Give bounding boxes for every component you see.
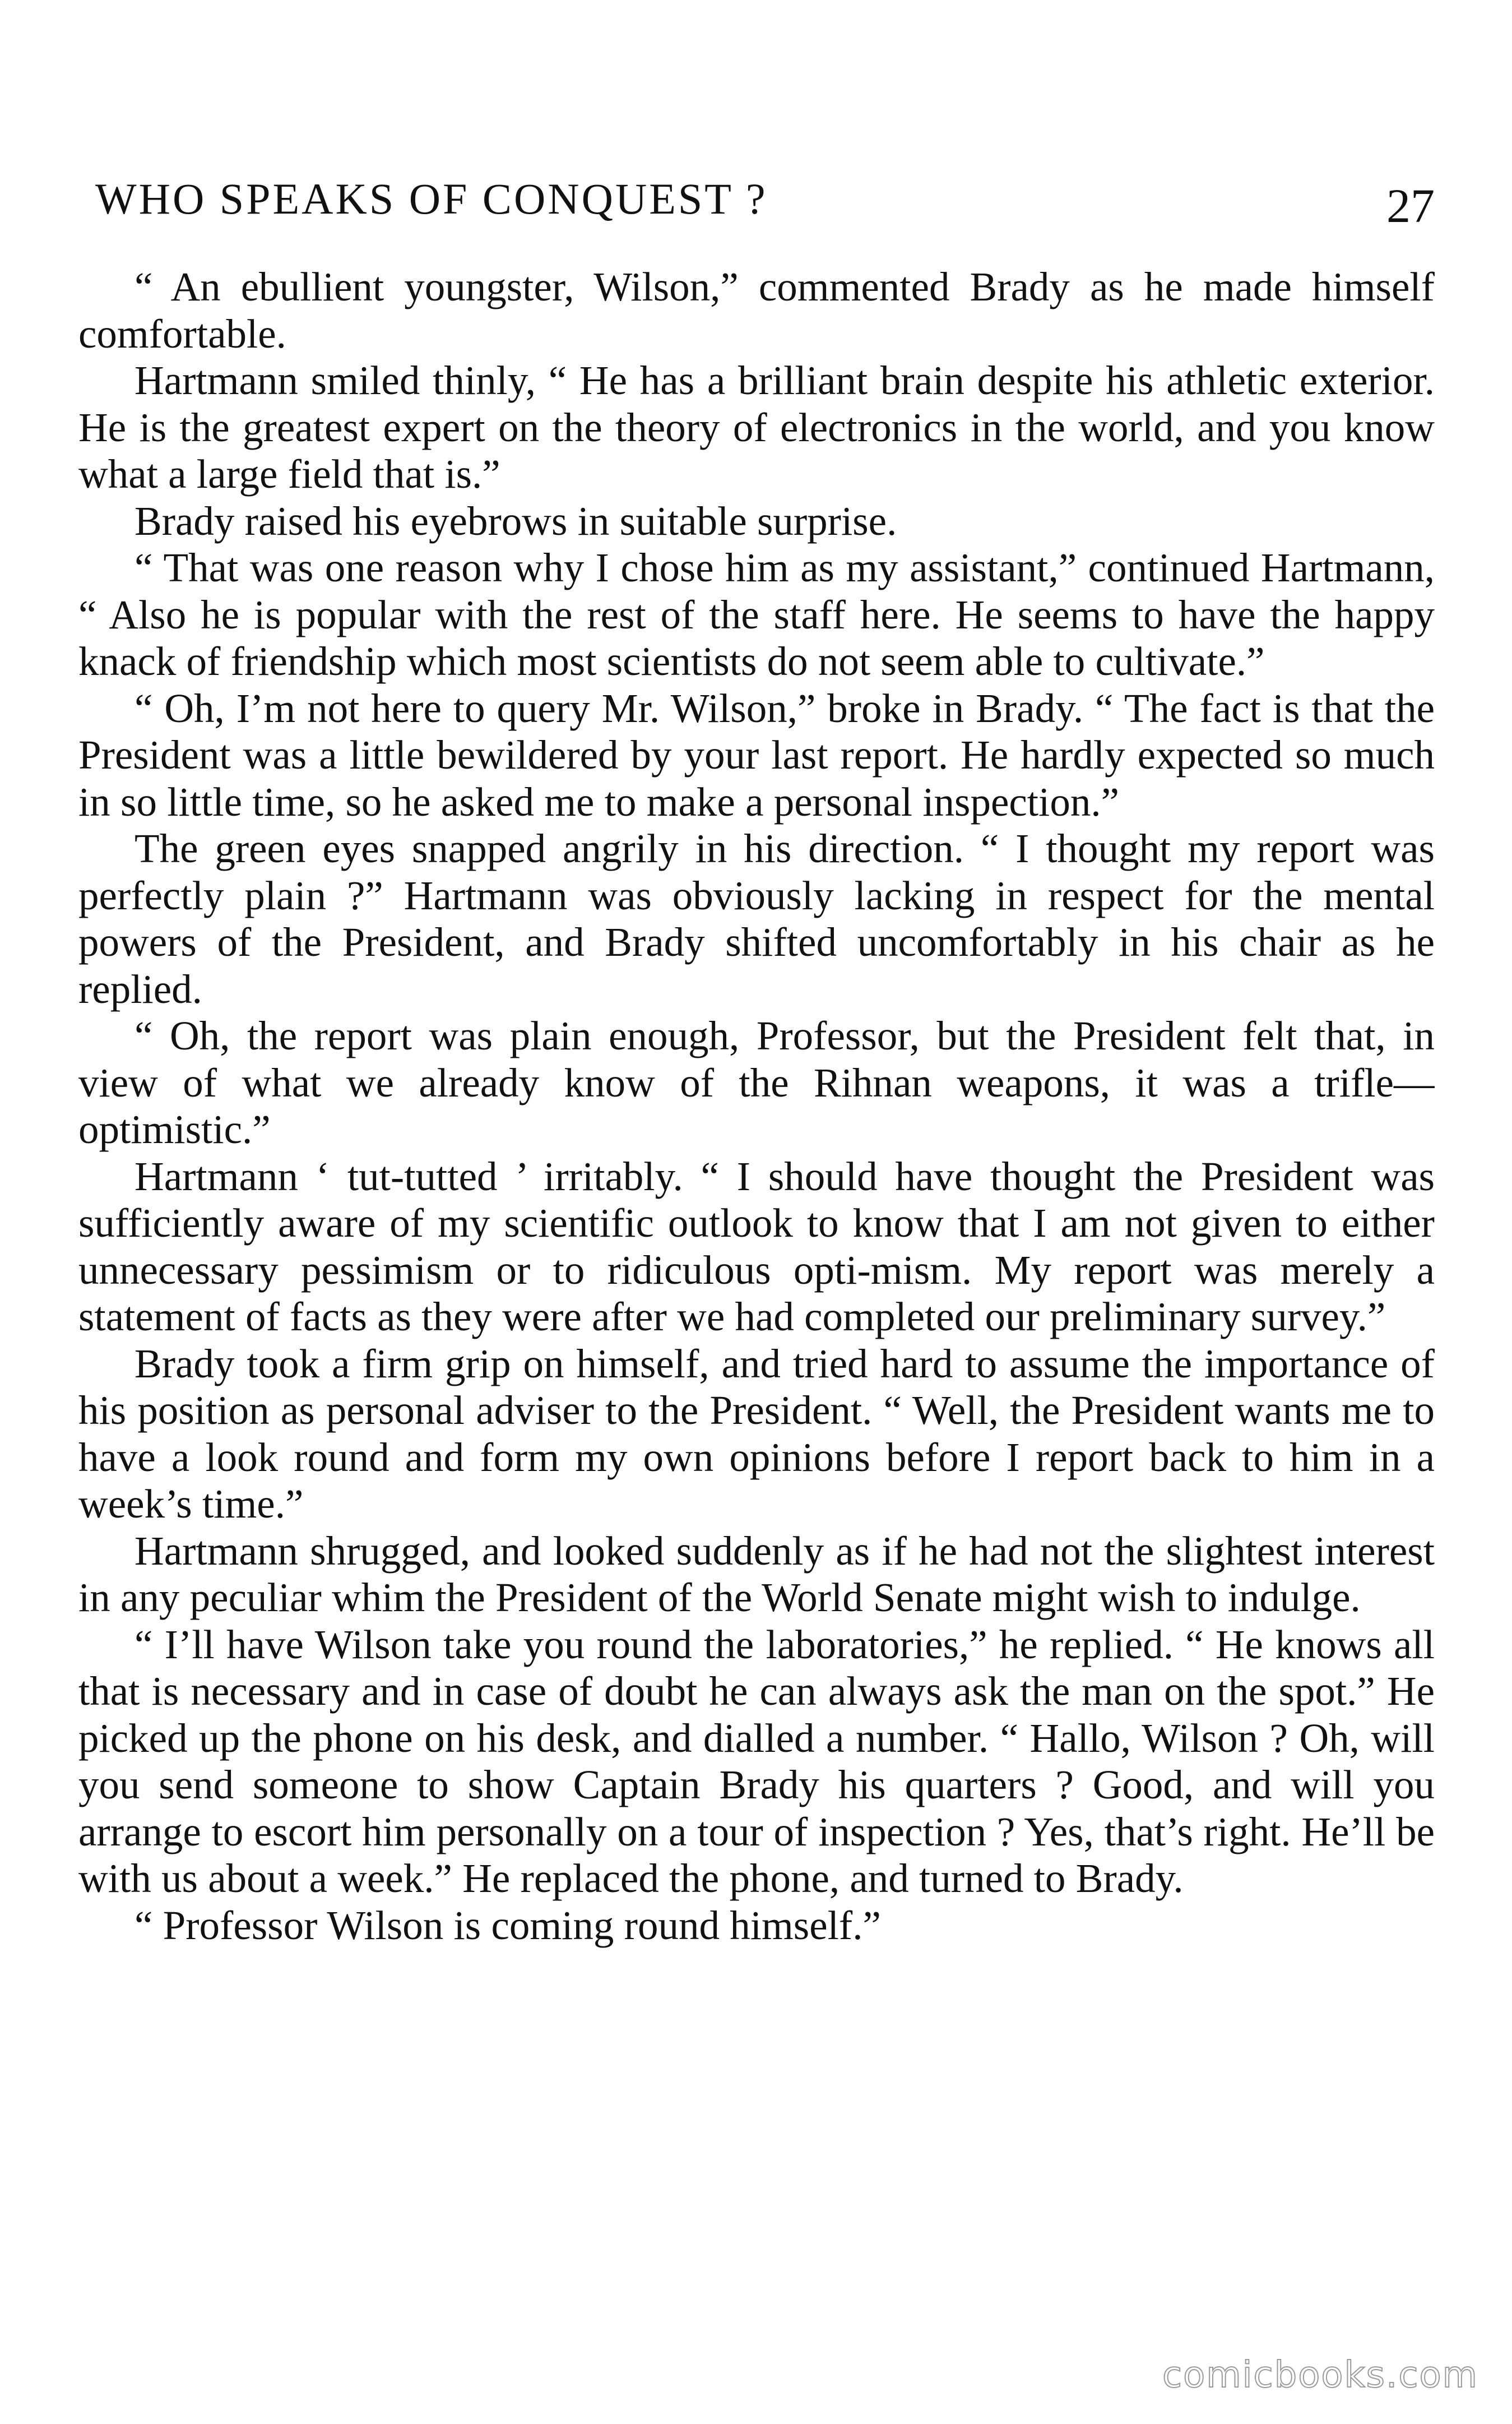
paragraph-12: “ Professor Wilson is coming round himself.” bbox=[134, 1902, 881, 1948]
running-title: WHO SPEAKS OF CONQUEST ? bbox=[95, 174, 768, 223]
paragraph-11: “ I’ll have Wilson take you round the laboratories,” he replied. “ He knows all that is necessary and in case of doubt he can always ask the man on the spot.” He picked up the phone on his desk, and dialled a number. “ Hallo, Wilson ? Oh, will you send someone to show Captain Brady his quarters ? Good, and will you arrange to escort him personally on a tour of inspection ? Yes, that’s right. He’ll be with us about a week.” He replaced the phone, and turned to Brady. bbox=[78, 1621, 1435, 1901]
paragraph-2: Hartmann smiled thinly, “ He has a brilliant brain despite his athletic exterior. He is the greatest expert on the theory of electronics in the world, and you know what a large field that is.” bbox=[78, 358, 1435, 497]
paragraph-9: Brady took a firm grip on himself, and tried hard to assume the importance of his position as personal adviser to the President. “ Well, the President wants me to have a look round and form my own opinions before I report back to him in a week’s time.” bbox=[78, 1340, 1435, 1526]
paragraph-7: “ Oh, the report was plain enough, Professor, but the President felt that, in view of what we already know of the Rihnan weapons, it was a trifle—optimistic.” bbox=[78, 1013, 1435, 1152]
paragraph-10: Hartmann shrugged, and looked suddenly as if he had not the slightest interest in any peculiar whim the President of the World Senate might wish to indulge. bbox=[78, 1528, 1435, 1620]
running-head bbox=[95, 168, 1435, 233]
paragraph-5: “ Oh, I’m not here to query Mr. Wilson,” broke in Brady. “ The fact is that the President was a little bewildered by your last report. He hardly expected so much in so little time, so he asked me to make a personal inspection.” bbox=[78, 685, 1435, 825]
paragraph-6: The green eyes snapped angrily in his direction. “ I thought my report was perfectly plain ?” Hartmann was obviously lacking in respect for the mental powers of the President, and Brady shifted uncomfortably in his chair as he replied. bbox=[78, 826, 1435, 1012]
page-number: 27 bbox=[1386, 179, 1435, 233]
paragraph-3: Brady raised his eyebrows in suitable surprise. bbox=[134, 498, 897, 544]
paragraph-8: Hartmann ‘ tut-tutted ’ irritably. “ I should have thought the President was sufficiently aware of my scientific outlook to know that I am not given to either unnecessary pessimism or to ridiculous opti-mism. My report was merely a statement of facts as they were after we had completed our preliminary survey.” bbox=[78, 1153, 1435, 1339]
paragraph-1: “ An ebullient youngster, Wilson,” commented Brady as he made himself comfortable. bbox=[78, 264, 1435, 357]
body-text bbox=[78, 263, 1435, 2259]
paragraph-4: “ That was one reason why I chose him as my assistant,” continued Hartmann, “ Also he is popular with the rest of the staff here. He seems to have the happy knack of friendship which most scientists do not seem able to cultivate.” bbox=[78, 545, 1435, 684]
watermark-logo: comicbooks.com bbox=[1162, 2354, 1478, 2396]
